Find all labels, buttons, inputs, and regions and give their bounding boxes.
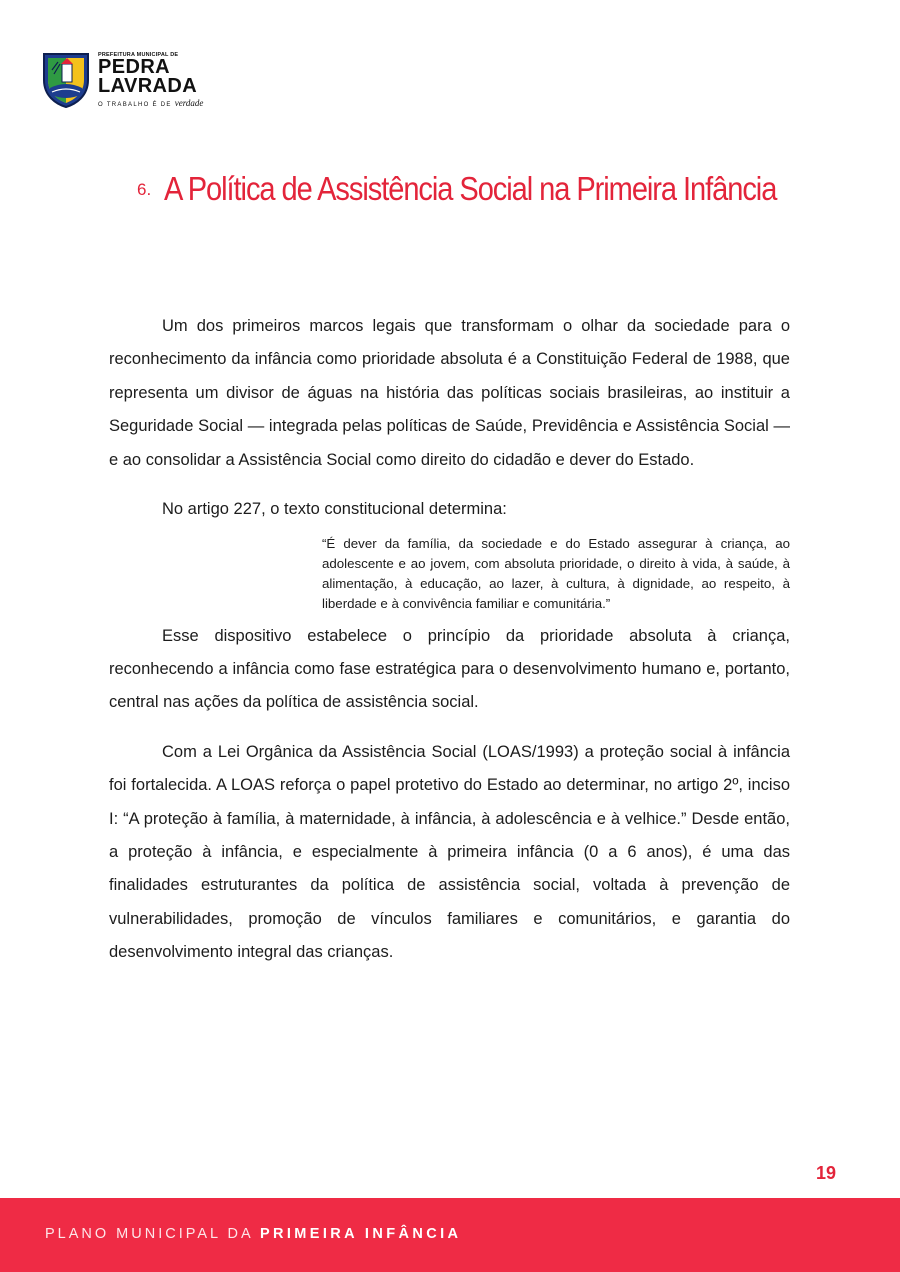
section-title: A Política de Assistência Social na Primeira Infância: [164, 170, 777, 207]
footer-bold: PRIMEIRA INFÂNCIA: [259, 1226, 462, 1242]
footer-bar: [0, 1198, 900, 1272]
paragraph: No artigo 227, o texto constitucional determina:: [162, 500, 507, 519]
paragraph: Com a Lei Orgânica da Assistência Social (LOAS/1993) a proteção social à infância foi fortalecida. A LOAS reforça o papel protetivo do Estado ao determinar, no artigo 2º, inciso I: “A proteção à família, à maternidade, à infância, à adolescência e à velhice.” Desde então, a proteção à infância, e especialmente à primeira infância (0 a 6 anos), é uma das finalidades estruturantes da política de assistência social, voltada à prevenção de vulnerabilidades, promoção de vínculos familiares e comunitários, e garantia do desenvolvimento integral das crianças.: [109, 742, 790, 962]
page-number: 19: [815, 1163, 836, 1183]
logo-line-1: PEDRA: [98, 56, 171, 78]
footer-prefix: PLANO MUNICIPAL DA: [45, 1226, 253, 1242]
municipal-logo: [42, 50, 232, 112]
paragraph: Um dos primeiros marcos legais que transformam o olhar da sociedade para o reconhecimento da infância como prioridade absoluta é a Constituição Federal de 1988, que representa um divisor de águas na história das políticas sociais brasileiras, ao instituir a Seguridade Social — integrada pelas políticas de Saúde, Previdência e Assistência Social — e ao consolidar a Assistência Social como direito do cidadão e dever do Estado.: [109, 317, 790, 469]
block-quote: “É dever da família, da sociedade e do Estado assegurar à criança, ao adolescente e ao jovem, com absoluta prioridade, o direito à vida, à saúde, à alimentação, à educação, ao lazer, à cultura, à dignidade, ao respeito, à liberdade e à convivência familiar e comunitária.”: [322, 536, 790, 611]
document-body: [109, 310, 790, 970]
logo-tagline: O TRABALHO É DE verdade: [98, 98, 204, 108]
section-heading: [137, 168, 777, 209]
footer-text: [45, 1226, 461, 1242]
section-number: 6.: [137, 180, 152, 199]
coat-of-arms-icon: [42, 50, 90, 108]
logo-line-2: LAVRADA: [98, 75, 198, 97]
paragraph: Esse dispositivo estabelece o princípio da prioridade absoluta à criança, reconhecendo a infância como fase estratégica para o desenvolvimento humano e, portanto, central nas ações da política de assistência social.: [109, 626, 790, 712]
logo-small-text: PREFEITURA MUNICIPAL DE: [98, 52, 179, 58]
